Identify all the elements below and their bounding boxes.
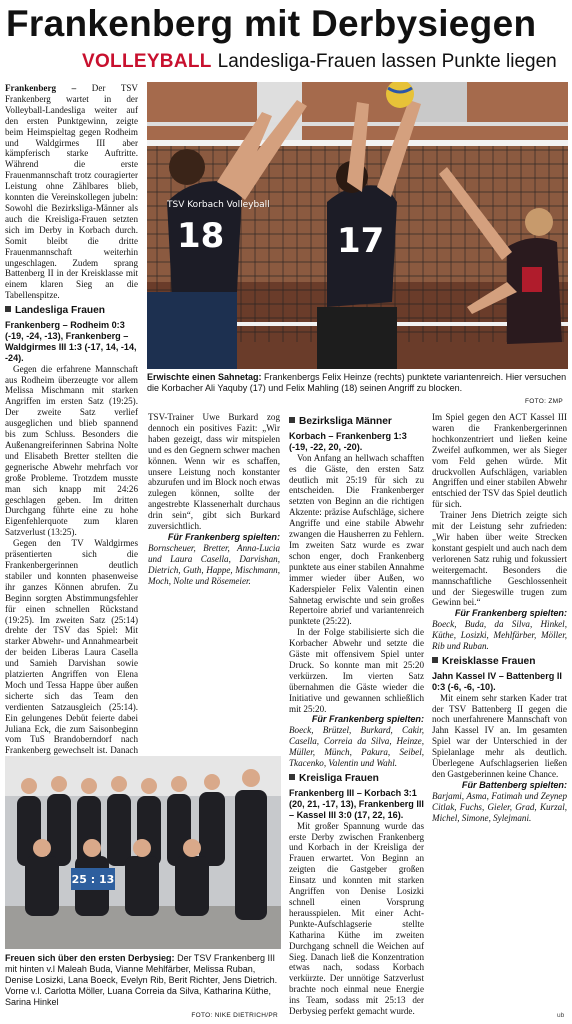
author-initials: ub (557, 1012, 565, 1019)
players-bezirksliga: Boeck, Brützel, Burkard, Cakir, Casella, Correia da Silva, Heinze, Müller, Münch, Pakura, Seibel, Tkacenko, Valentin und Wahl. (289, 725, 424, 769)
column-1 (5, 83, 138, 756)
caption-2-lead: Freuen sich über den ersten Derbysieg: (5, 953, 175, 963)
section-heading-bezirksliga: Bezirksliga Männer (289, 417, 424, 428)
landesliga-paragraph-3: TSV-Trainer Uwe Burkard zog dennoch ein positives Fazit: „Wir haben gezeigt, dass wir mitspielen und es den Gegnern schwer machen können. Wenn wir es schaffen, unsere Leistung noch konstanter abzurufen und im Block noch etwas zulegen können, sollte der angestrebte Klassenerhalt durchaus drin sein“, gibt sich Burkard zuversichtlich. (148, 412, 280, 532)
players-label-bezirksliga: Für Frankenberg spielten: (311, 714, 424, 725)
dateline: Frankenberg – (5, 83, 77, 93)
team-photo (5, 756, 281, 949)
photo-credit-1: FOTO: ZMP (525, 398, 563, 405)
photo-caption-2 (5, 953, 281, 1008)
action-photo (147, 82, 568, 369)
bezirksliga-paragraph-2: In der Folge stabilisierte sich die Korbacher Abwehr und setzte die Gäste mit offensivem Spiel unter Druck. So konnte man mit 25:20 verkürzen. Im vierten Satz übernahmen die Gäste wieder die Initiative und gewannen schließlich mit 25:20. (289, 627, 424, 714)
kicker: VOLLEYBALL (82, 51, 212, 72)
landesliga-paragraph-1: Gegen die erfahrene Mannschaft aus Rodheim überzeugte vor allem Melissa Mischmann mit starken Angriffen im ersten Satz (19:25). Der zweite Satz verlief ausgeglichen und blieb spannend bis zum Schluss. Besonders die Außenangreiferinnen Sabrina Nolte und Elisabeth Bretter stellten die gegnerische Abwehr mehrfach vor große Probleme. Trotzdem musste man sich knapp mit 24:26 geschlagen geben. Im dritten Durchgang führte eine zu hohe Eigenfehlerquote zum klaren Satzverlust (13:25). (5, 363, 138, 538)
caption-1-lead: Erwischte einen Sahnetag: (147, 372, 262, 382)
section-heading-kreisklasse: Kreisklasse Frauen (432, 657, 567, 668)
results-kreisliga: Frankenberg III – Korbach 3:1 (20, 21, -17, 13), Frankenberg III – Kassel III 3:0 (17, 22, 16). (289, 787, 424, 820)
kreisliga-paragraph-3: Trainer Jens Dietrich zeigte sich mit der Leistung sehr zufrieden: „Wir haben über weite Strecken konstant gespielt und auch nach dem verlorenen Satz ruhig und fokussiert weitergemacht. Besonders die mannschaftliche Geschlossenheit und der Siegeswille trugen zum Gewinn bei.“ (432, 510, 567, 608)
column-4 (432, 412, 567, 1017)
players-kreisklasse: Barjami, Asma, Fatimah und Zeynep Citlak, Fuchs, Gieler, Grad, Kurzal, Michel, Simone, Sylejmani. (432, 790, 567, 823)
intro-paragraph (5, 83, 138, 301)
column-2 (148, 412, 280, 752)
action-photo-image (147, 82, 568, 369)
section-heading-kreisliga: Kreisliga Frauen (289, 774, 424, 785)
players-label-landesliga: Für Frankenberg spielten: (167, 531, 280, 542)
kreisliga-paragraph-1: Mit großer Spannung wurde das erste Derby zwischen Frankenberg und Korbach in der Kreisliga der Frauen erwartet. Von Beginn an zeigten die Gastgeber großen Einsatz und konnten mit starken Angriffen von Denise Losizki schnell einen Vorsprung herausspielen. Mit einer Acht-Punkte-Aufschlagserie stellte Katharina Küthe im zweiten Durchgang schnell die Weichen auf Sieg. Danach ließ die Konzentration etwas nach, sodass Korbach verkürzte. Der unnötige Satzverlust brachte noch einmal neue Energie ins Team, sodass mit 25:13 der Derbysieg perfekt gemacht wurde. (289, 820, 424, 1017)
players-label-kreisliga: Für Frankenberg spielten: (454, 608, 567, 619)
jersey-number-18: 18 (177, 216, 225, 256)
headline: Frankenberg mit Derbysiegen (6, 3, 537, 44)
kreisklasse-paragraph-1: Mit einem sehr starken Kader trat der TSV Battenberg II gegen die noch unerfahrenere Mannschaft von Jahn Kassel IV an. Im gesamten Spiel war der Unterschied in der Spielanlage mehr als deutlich. Überlegene Aufschlagserien ließen den Gastgeberinnen keine Chance. (432, 692, 567, 779)
photo-credit-2: FOTO: NIKE DIETRICH/PR (191, 1012, 278, 1019)
landesliga-paragraph-2: Gegen den TV Waldgirmes präsentierten sich die Frankenbergerinnen deutlich stabiler und konnten phasenweise ihr ganzes Können abrufen. Zu Beginn sorgten Abstimmungsfehler für einen schnellen Rückstand (19:25). Im zweiten Satz (25:14) drehte der TSV das Spiel: Mit starker Abwehr- und Annahmearbeit der beiden Liberas Laura Casella und Samieh Darvishan sowie platzierten Angriffen von Elena Moch und Tessa Happe über außen sicherte sich das Team den verdienten Satzausgleich (25:14). Ein gelungenes Debüt feierte dabei Juliana Eck, die zum Saisonbeginn vom TuS Brandoberndorf nach Frankenberg gewechselt ist. Danach (5, 538, 138, 756)
jersey-text: TSV Korbach Volleyball (167, 200, 270, 210)
results-kreisklasse: Jahn Kassel IV – Battenberg II 0:3 (-6, -6, -10). (432, 670, 562, 692)
players-label-kreisklasse: Für Battenberg spielten: (461, 779, 567, 790)
subheadline (82, 51, 557, 73)
caption-1-text: Frankenbergs Felix Heinze (rechts) punktete variantenreich. Hier versuchen die Korbacher Ali Yaquby (17) und Felix Mahling (18) seinen Angriff zu blocken. (147, 372, 567, 393)
kreisliga-paragraph-2: Im Spiel gegen den ACT Kassel III waren die Frankenbergerinnen hochkonzentriert und ließen keine Zweifel aufkommen, wer als Sieger vom Feld gehen würde. Mit druckvollen Aufschlägen, variablen Angriffen und einer stabilen Abwehr entschied der TSV das Spiel deutlich für sich. (432, 412, 567, 510)
score-sign-text: 25 : 13 (71, 873, 115, 886)
column-3 (289, 412, 424, 1017)
results-bezirksliga: Korbach – Frankenberg 1:3 (-19, -22, 20, -20). (289, 430, 407, 452)
team-photo-image (5, 756, 281, 949)
intro-text: Der TSV Frankenberg wartet in der Volleyball-Landesliga weiter auf den ersten Punktgewinn, zeigte beim Heimspieltag gegen Rodheim und Waldgirmes III aber kämpferisch starke Auftritte. Während die erste Frauenmannschaft trotz couragierter Leistung ohne Zählbares blieb, konnten die Vereinskollegen jubeln: Sowohl die Bezirksliga-Männer als auch die Kreisliga-Frauen setzten sich im Derby in Korbach durch. Somit bleibt die dritte Frauenmannschaft weiterhin ungeschlagen. Zudem sprang Battenberg II in der Kreisklasse mit einem klaren Sieg an die Tabellenspitze. (5, 83, 138, 301)
section-heading-landesliga: Landesliga Frauen (5, 306, 138, 317)
subheadline-text: Landesliga-Frauen lassen Punkte liegen (217, 51, 557, 72)
results-landesliga: Frankenberg – Rodheim 0:3 (-19, -24, -13), Frankenberg – Waldgirmes III 1:3 (-17, 14, -14, -24). (5, 320, 137, 363)
bezirksliga-paragraph-1: Von Anfang an hellwach schafften es die Gäste, den ersten Satz deutlich mit 25:19 für sich zu entscheiden. Die Frankenberger setzten von Beginn an die richtigen Akzente: präzise Aufschläge, sichere Angriffe und eine stabile Abwehr zwangen die Hausherren zu Fehlern. Im zweiten Satz wurde es zwar schon enger, doch Frankenberg punktete aus einer stabilen Annahme immer wieder über Außen, wo Kaderspieler Felix Valentin einen Sahnetag erwischte und sein großes Repertoire abrief und variantenreich punktete (25:22). (289, 452, 424, 627)
photo-caption-1 (147, 372, 568, 394)
caption-2-text: Der TSV Frankenberg III mit hinten v.l Maleah Buda, Vianne Mehlfärber, Melissa Ruban, Denise Losizki, Lana Boeck, Evelyn Rib, Berit Richter, Jens Dietrich. Vorne v.l. Carlotta Möller, Luana Correia da Silva, Katharina Küthe, Sarina Hinkel (5, 953, 278, 1007)
players-kreisliga: Boeck, Buda, da Silva, Hinkel, Küthe, Losizki, Mehlfärber, Möller, Rib und Ruban. (432, 619, 567, 652)
players-landesliga: Bornscheuer, Bretter, Anna-Lucia und Laura Casella, Darvishan, Dietrich, Guth, Happe, Mischmann, Moch, Nolte und Rösemeier. (148, 542, 280, 586)
jersey-number-17: 17 (337, 221, 385, 261)
